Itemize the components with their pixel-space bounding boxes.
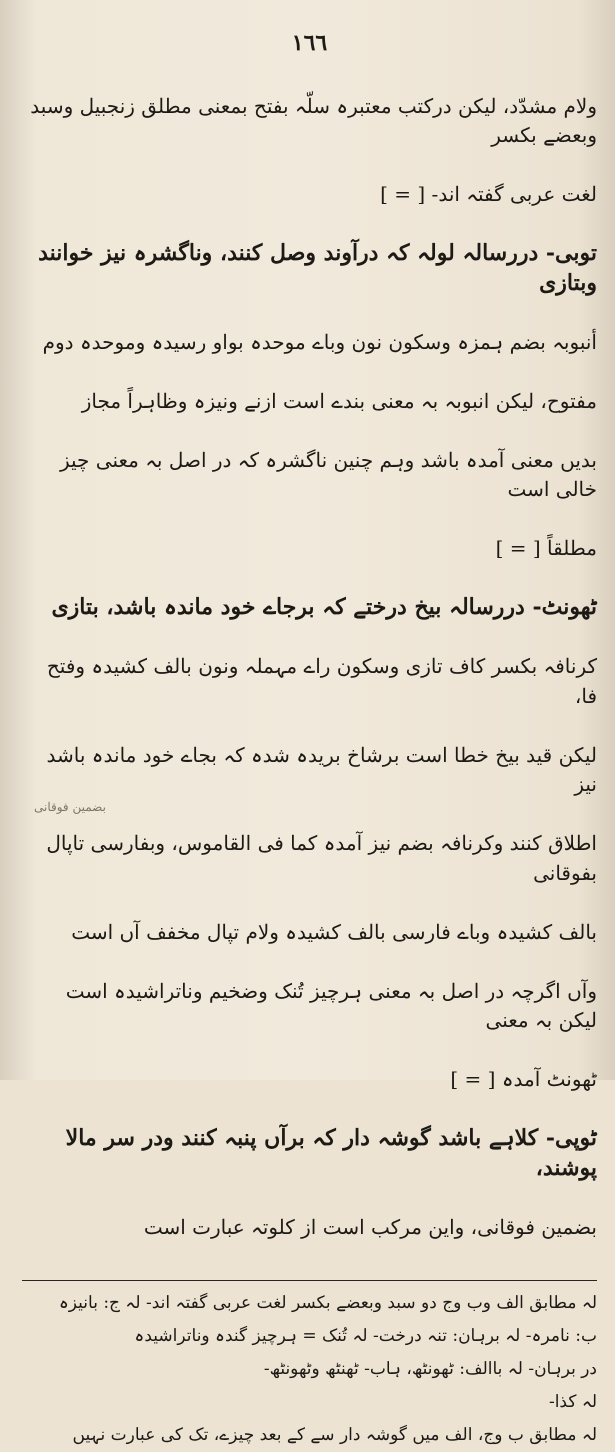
text-line-11: اطلاق کنند وکرنافہ بضم نیز آمدہ کما فی القاموس، وبفارسی تاپال بفوقانی — [46, 831, 597, 885]
entry-tobi: توبی- دررسالہ لولہ کہ درآوند وصل کنند، وناگشرہ نیز خوانند وبتازی — [38, 240, 597, 296]
footnote-3: در برہان- لہ باالف: ٹھونٹھ، ہاب- ٹھنٹھ وٹھونٹھ- — [263, 1358, 597, 1379]
text-line-7: مطلقاً [ = ] — [495, 536, 597, 560]
text-line-9: کرنافہ بکسر کاف تازی وسکون راے مہملہ ونون بالف کشیدہ وفتح فا، — [46, 654, 597, 708]
text-line-14: ٹھونٹ آمدہ [ = ] — [450, 1067, 597, 1091]
footnote-5: لہ مطابق ب وج، الف میں گوشہ دار سے کے بعد چیزے، تک کی عبارت نہیں — [72, 1424, 597, 1445]
footnote-4: لہ کذا- — [548, 1391, 597, 1412]
text-line-2: لغت عربی گفتہ اند- [ = ] — [380, 182, 597, 206]
footnote-divider — [22, 1280, 597, 1281]
text-line-4: أنبوبہ بضم ہمزہ وسکون نون وباے موحدہ بواو رسیدہ وموحدہ دوم — [42, 329, 597, 354]
footnotes — [22, 1287, 597, 1452]
main-text — [22, 62, 597, 1272]
text-line-12: بالف کشیدہ وباے فارسی بالف کشیدہ ولام تپال مخفف آں است — [71, 919, 597, 944]
text-line-5: مفتوح، لیکن انبوبہ بہ معنی بندے است ازنے ونیزہ وظاہراً مجاز — [81, 388, 597, 413]
entry-thunt: ٹھونٹ- دررسالہ بیخ درختے کہ برجاے خود ماندہ باشد، بتازی — [51, 594, 597, 620]
text-line-13: وآں اگرچہ در اصل بہ معنی ہرچیز تُنک وضخیم وناتراشیدہ است لیکن بہ معنی — [65, 978, 597, 1032]
page-number: ١٦٦ — [291, 30, 328, 56]
text-line-6: بدیں معنی آمدہ باشد وہم چنین ناگشرہ کہ در اصل بہ معنی چیز خالی است — [59, 447, 597, 501]
footnote-1: لہ مطابق الف وب وج دو سبد وبعضے بکسر لغت عربی گفتہ اند- لہ ج: بانیزہ — [58, 1292, 597, 1313]
handwritten-margin-note: بضمین فوقانی — [34, 800, 106, 814]
text-line-16: بضمین فوقانی، واین مرکب است از کلوتہ عبارت است — [143, 1214, 597, 1239]
entry-topi: ٹوپی- کلاہے باشد گوشہ دار کہ برآں پنبہ کنند ودر سر مالا پوشند، — [65, 1125, 597, 1181]
text-line-10: لیکن قید بیخ خطا است برشاخ بریدہ شدہ کہ بجاے خود ماندہ باشد نیز — [46, 742, 597, 796]
text-line-1: ولام مشدّد، لیکن درکتب معتبرہ سلّہ بفتح بمعنی مطلق زنجبیل وسبد وبعضے بکسر — [30, 93, 597, 147]
footnote-2: ب: نامرہ- لہ برہان: تنہ درخت- لہ تُنک = ہرچیز گندہ وناتراشیدہ — [134, 1325, 597, 1346]
